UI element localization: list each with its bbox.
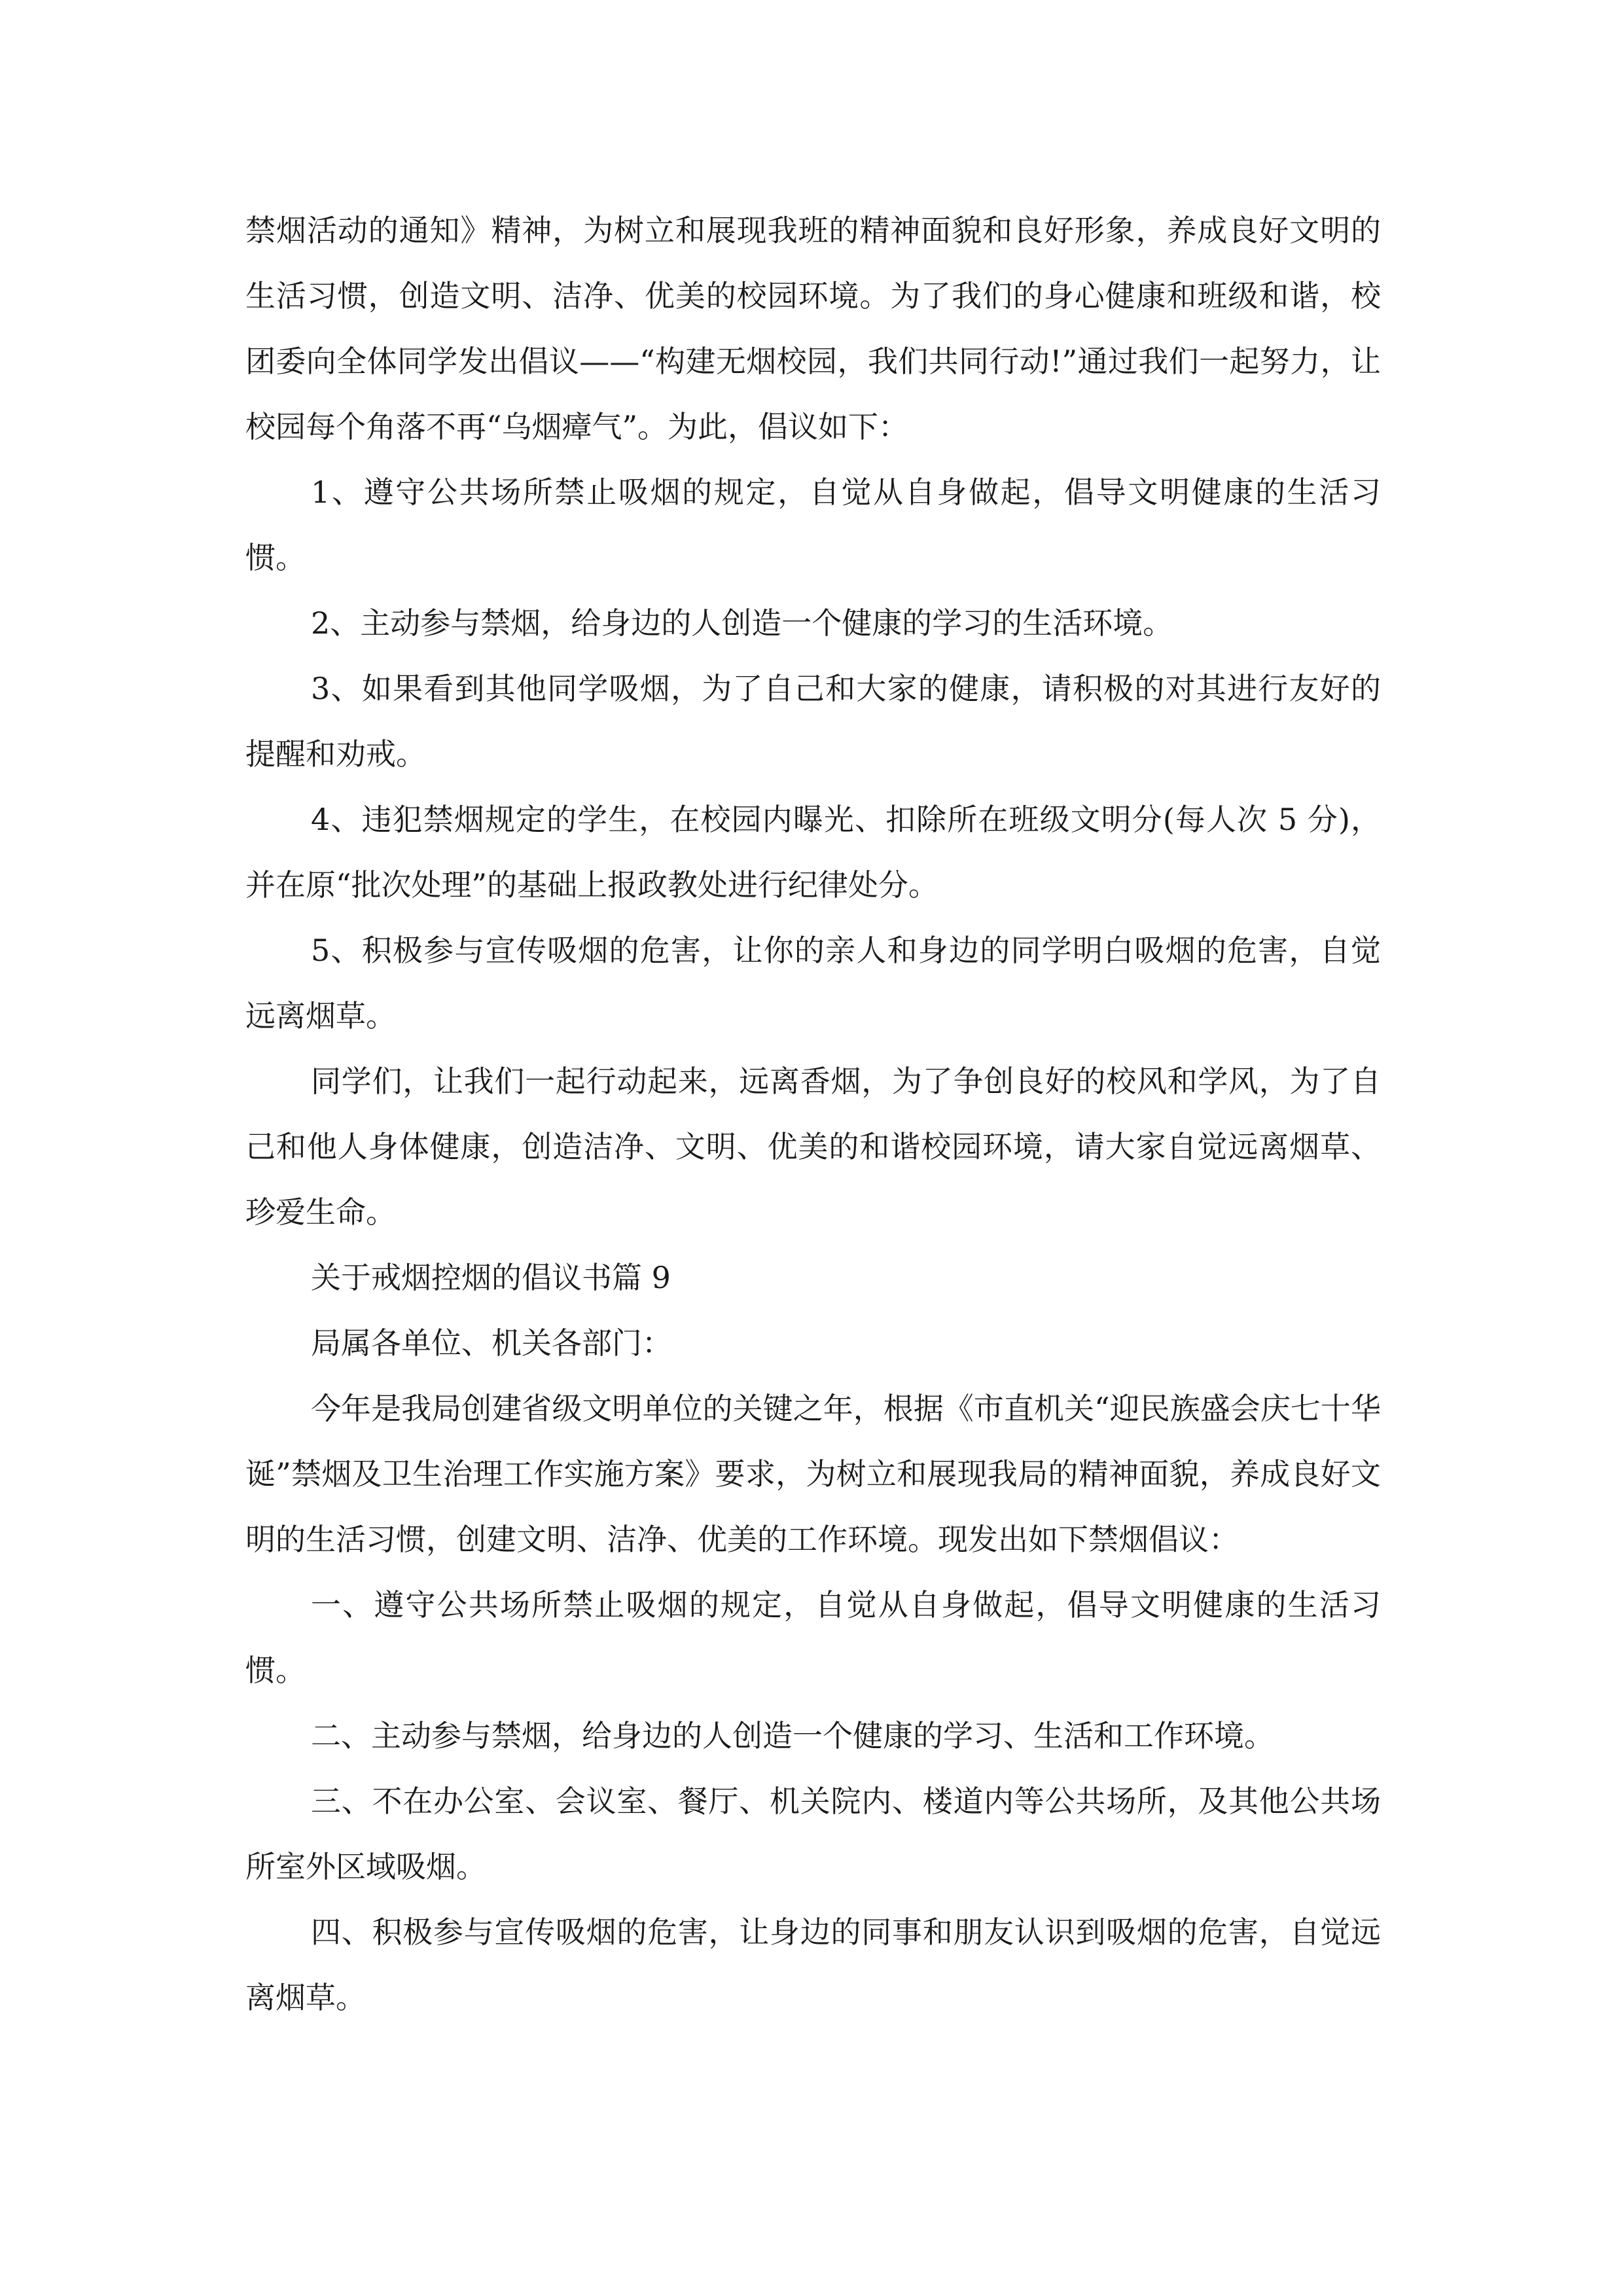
paragraph-point-1: 一、遵守公共场所禁止吸烟的规定，自觉从自身做起，倡导文明健康的生活习惯。 — [245, 1587, 1381, 1688]
section-heading: 关于戒烟控烟的倡议书篇 9 — [311, 1260, 671, 1295]
paragraph-item-5: 5、积极参与宣传吸烟的危害，让你的亲人和身边的同学明白吸烟的危害，自觉远离烟草。 — [245, 933, 1381, 1033]
document-body — [245, 198, 1381, 2030]
paragraph-closing: 同学们，让我们一起行动起来，远离香烟，为了争创良好的校风和学风，为了自己和他人身体健康，创造洁净、文明、优美的和谐校园环境，请大家自觉远离烟草、珍爱生命。 — [245, 1064, 1381, 1230]
paragraph-section-intro: 今年是我局创建省级文明单位的关键之年，根据《市直机关“迎民族盛会庆七十华诞”禁烟及卫生治理工作实施方案》要求，为树立和展现我局的精神面貌，养成良好文明的生活习惯，创建文明、洁净、优美的工作环境。现发出如下禁烟倡议： — [245, 1391, 1381, 1557]
paragraph-item-4: 4、违犯禁烟规定的学生，在校园内曝光、扣除所在班级文明分(每人次 5 分)，并在原“批次处理”的基础上报政教处进行纪律处分。 — [245, 802, 1381, 903]
paragraph-point-2: 二、主动参与禁烟，给身边的人创造一个健康的学习、生活和工作环境。 — [311, 1718, 1274, 1753]
paragraph-intro-continuation: 禁烟活动的通知》精神，为树立和展现我班的精神面貌和良好形象，养成良好文明的生活习惯，创造文明、洁净、优美的校园环境。为了我们的身心健康和班级和谐，校团委向全体同学发出倡议——“构建无烟校园，我们共同行动!”通过我们一起努力，让校园每个角落不再“乌烟瘴气”。为此，倡议如下： — [245, 213, 1381, 444]
paragraph-point-3: 三、不在办公室、会议室、餐厅、机关院内、楼道内等公共场所，及其他公共场所室外区域吸烟。 — [245, 1784, 1381, 1884]
paragraph-point-4: 四、积极参与宣传吸烟的危害，让身边的同事和朋友认识到吸烟的危害，自觉远离烟草。 — [245, 1914, 1381, 2015]
salutation: 局属各单位、机关各部门： — [311, 1325, 672, 1361]
paragraph-item-1: 1、遵守公共场所禁止吸烟的规定，自觉从自身做起，倡导文明健康的生活习惯。 — [245, 475, 1381, 575]
paragraph-item-2: 2、主动参与禁烟，给身边的人创造一个健康的学习的生活环境。 — [311, 605, 1173, 641]
paragraph-item-3: 3、如果看到其他同学吸烟，为了自己和大家的健康，请积极的对其进行友好的提醒和劝戒。 — [245, 671, 1381, 772]
